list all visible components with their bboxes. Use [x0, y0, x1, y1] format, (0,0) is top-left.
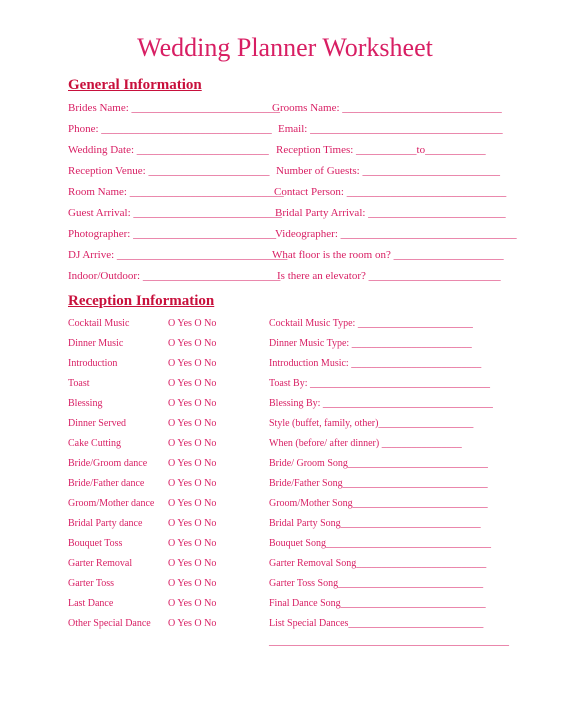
room-name-field[interactable]: Room Name: ____________________________ [68, 186, 284, 198]
reception-times-field[interactable]: Reception Times: ___________to___________ [276, 144, 486, 156]
photographer-field[interactable]: Photographer: __________________________ [68, 228, 277, 240]
reception-detail-field[interactable]: Garter Removal Song__________________________ [269, 558, 487, 569]
yes-no-choice[interactable]: O Yes O No [168, 518, 217, 529]
guest-arrival-field[interactable]: Guest Arrival: ___________________________ [68, 207, 282, 219]
reception-item-label: Bride/Father dance [68, 478, 145, 489]
reception-item-label: Garter Removal [68, 558, 133, 569]
reception-detail-field[interactable]: Groom/Mother Song___________________________ [269, 498, 488, 509]
reception-detail-field[interactable]: Introduction Music: __________________________ [269, 358, 482, 369]
videographer-field[interactable]: Videographer: ________________________________ [275, 228, 517, 240]
contact-person-field[interactable]: Contact Person: _____________________________ [274, 186, 507, 198]
reception-item-label: Dinner Served [68, 418, 127, 429]
yes-no-choice[interactable]: O Yes O No [168, 318, 217, 329]
yes-no-choice[interactable]: O Yes O No [168, 558, 217, 569]
reception-item-label: Toast [68, 378, 90, 389]
reception-detail-field[interactable]: Bouquet Song_________________________________ [269, 538, 491, 549]
reception-venue-field[interactable]: Reception Venue: ______________________ [68, 165, 270, 177]
yes-no-choice[interactable]: O Yes O No [168, 498, 217, 509]
reception-item-label: Cake Cutting [68, 438, 122, 449]
reception-item-label: Cocktail Music [68, 318, 130, 329]
wedding-date-field[interactable]: Wedding Date: ________________________ [68, 144, 269, 156]
reception-detail-field[interactable]: Dinner Music Type: ________________________ [269, 338, 472, 349]
reception-item-label: Bridal Party dance [68, 518, 143, 529]
yes-no-choice[interactable]: O Yes O No [168, 338, 217, 349]
reception-item-label: Bride/Groom dance [68, 458, 148, 469]
reception-detail-field[interactable]: Garter Toss Song_____________________________ [269, 578, 484, 589]
reception-item-label: Last Dance [68, 598, 114, 609]
number-of-guests-field[interactable]: Number of Guests: _________________________ [276, 165, 500, 177]
dj-arrive-field[interactable]: DJ Arrive: _______________________________ [68, 249, 288, 261]
reception-detail-field[interactable]: When (before/ after dinner) ________________ [269, 438, 462, 449]
reception-item-label: Other Special Dance [68, 618, 151, 629]
reception-detail-field[interactable]: Final Dance Song_____________________________ [269, 598, 486, 609]
yes-no-choice[interactable]: O Yes O No [168, 438, 217, 449]
reception-item-label: Groom/Mother dance [68, 498, 155, 509]
page-title: Wedding Planner Worksheet [137, 33, 433, 62]
brides-name-field[interactable]: Brides Name: ___________________________ [68, 102, 281, 114]
reception-item-label: Introduction [68, 358, 118, 369]
special-dances-extra-line[interactable]: ________________________________________________ [269, 636, 509, 647]
general-information-heading: General Information [68, 77, 202, 93]
reception-detail-field[interactable]: Blessing By: __________________________________ [269, 398, 493, 409]
elevator-field[interactable]: Is there an elevator? ________________________ [277, 270, 501, 282]
yes-no-choice[interactable]: O Yes O No [168, 398, 217, 409]
yes-no-choice[interactable]: O Yes O No [168, 598, 217, 609]
yes-no-choice[interactable]: O Yes O No [168, 458, 217, 469]
reception-detail-field[interactable]: Bride/Father Song_____________________________ [269, 478, 488, 489]
reception-item-label: Garter Toss [68, 578, 115, 589]
yes-no-choice[interactable]: O Yes O No [168, 358, 217, 369]
reception-item-label: Bouquet Toss [68, 538, 123, 549]
reception-information-heading: Reception Information [68, 293, 215, 309]
bridal-party-arrival-field[interactable]: Bridal Party Arrival: _________________________ [275, 207, 506, 219]
yes-no-choice[interactable]: O Yes O No [168, 578, 217, 589]
reception-detail-field[interactable]: Style (buffet, family, other)___________________ [269, 418, 474, 429]
reception-detail-field[interactable]: Bridal Party Song____________________________ [269, 518, 481, 529]
reception-item-label: Dinner Music [68, 338, 124, 349]
reception-detail-field[interactable]: Bride/ Groom Song____________________________ [269, 458, 488, 469]
yes-no-choice[interactable]: O Yes O No [168, 538, 217, 549]
reception-detail-field[interactable]: Cocktail Music Type: _______________________ [269, 318, 473, 329]
email-field[interactable]: Email: ___________________________________ [278, 123, 503, 135]
phone-field[interactable]: Phone: _______________________________ [68, 123, 272, 135]
yes-no-choice[interactable]: O Yes O No [168, 378, 217, 389]
indoor-outdoor-field[interactable]: Indoor/Outdoor: _________________________ [68, 270, 281, 282]
reception-detail-field[interactable]: List Special Dances___________________________ [269, 618, 484, 629]
yes-no-choice[interactable]: O Yes O No [168, 618, 217, 629]
reception-detail-field[interactable]: Toast By: ____________________________________ [269, 378, 490, 389]
yes-no-choice[interactable]: O Yes O No [168, 478, 217, 489]
room-floor-field[interactable]: What floor is the room on? ____________________ [272, 249, 504, 261]
reception-item-label: Blessing [68, 398, 103, 409]
grooms-name-field[interactable]: Grooms Name: _____________________________ [272, 102, 502, 114]
yes-no-choice[interactable]: O Yes O No [168, 418, 217, 429]
